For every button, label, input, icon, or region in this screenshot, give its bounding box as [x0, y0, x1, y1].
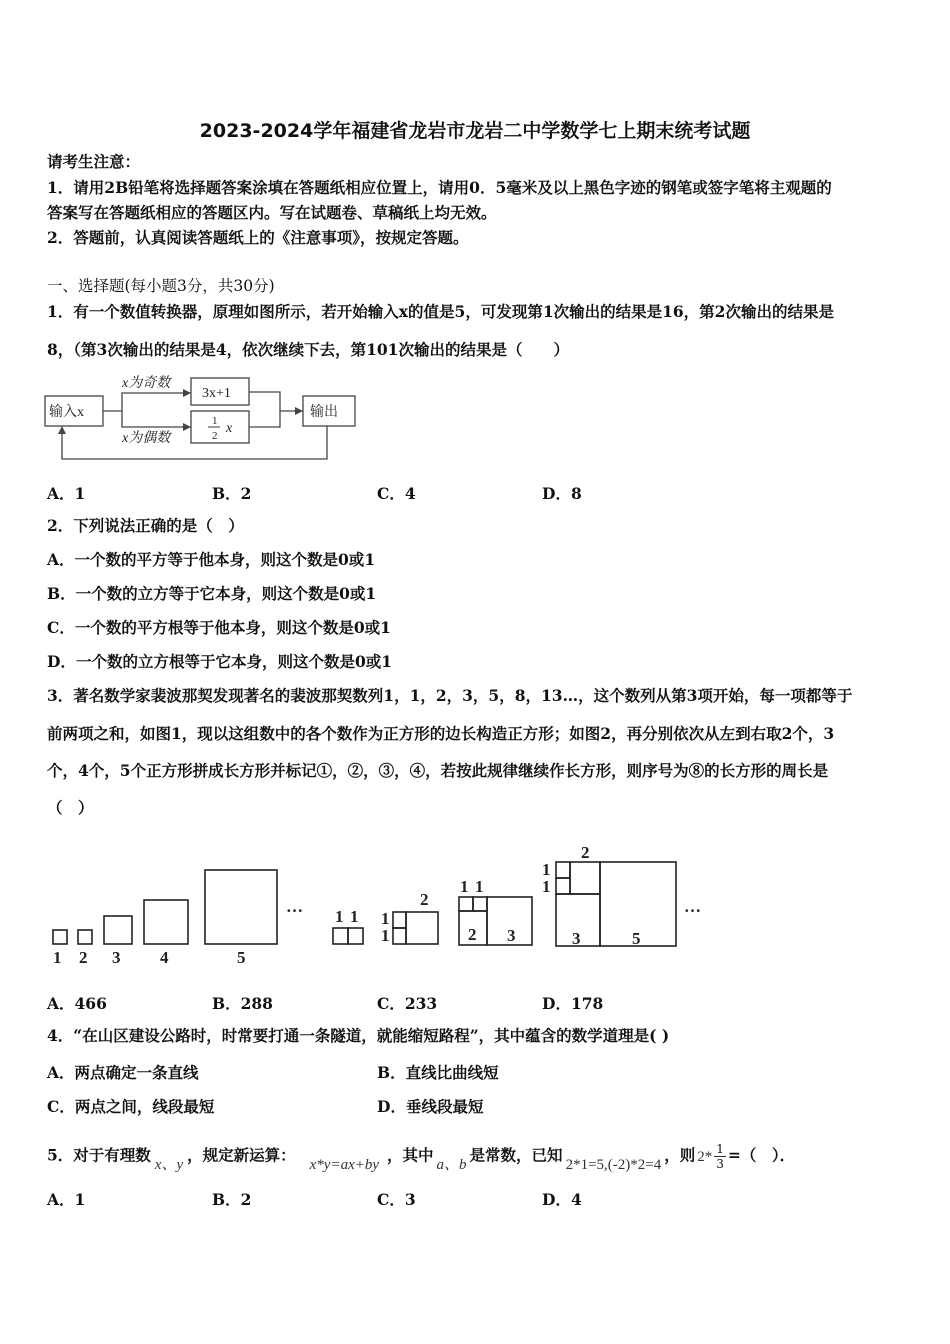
q4-option-b[interactable]: B．直线比曲线短: [377, 1063, 499, 1082]
q5-ask-num: 1: [716, 1142, 724, 1156]
q4-option-a[interactable]: A．两点确定一条直线: [47, 1063, 199, 1082]
fig1-label-4: 4: [160, 948, 169, 967]
q5-part2: ，规定新运算：: [187, 1145, 296, 1165]
notice-line-1a: 1．请用2B铅笔将选择题答案涂填在答题纸相应位置上，请用0．5毫米及以上黑色字迹的钢笔或签字笔将主观题的: [47, 178, 832, 197]
q5-part3: ，其中: [387, 1145, 434, 1165]
svg-text:1: 1: [542, 860, 551, 879]
q2-option-c[interactable]: C．一个数的平方根等于他本身，则这个数是0或1: [47, 618, 391, 637]
notice-heading: 请考生注意：: [47, 152, 141, 171]
svg-text:1: 1: [460, 877, 469, 896]
q5-option-d[interactable]: D．4: [542, 1190, 582, 1209]
fig2-ellipsis: …: [684, 897, 701, 916]
q3-stem-line4: （ ）: [47, 798, 94, 817]
even-box-var: x: [226, 421, 233, 436]
q5-option-b[interactable]: B．2: [212, 1190, 252, 1209]
q5-part1: 5．对于有理数: [47, 1145, 151, 1165]
q1-stem-line2: 8，（第3次输出的结果是4，依次继续下去，第101次输出的结果是（ ）: [47, 340, 569, 359]
svg-text:2: 2: [581, 843, 590, 862]
svg-text:1: 1: [350, 907, 359, 926]
q5-stem: [47, 1142, 795, 1171]
q3-stem-line2: 前两项之和，如图1，现以这组数中的各个数作为正方形的边长构造正方形；如图2，再分别依次从左到右取2个，3: [47, 724, 835, 743]
svg-text:2: 2: [468, 925, 477, 944]
q1-option-b[interactable]: B．2: [212, 484, 252, 503]
q1-option-c[interactable]: C．4: [377, 484, 416, 503]
fig1-label-2: 2: [79, 948, 88, 967]
q3-stem-line1: 3．著名数学家裴波那契发现著名的裴波那契数列1，1，2，3，5，8，13…，这个数列从第3项开始，每一项都等于: [47, 686, 853, 705]
q5-option-a[interactable]: A．1: [47, 1190, 86, 1209]
q5-part5: ，则: [664, 1145, 696, 1165]
q5-rule: x*y=ax+by: [309, 1156, 380, 1173]
even-box-den: 2: [212, 430, 218, 442]
q4-option-c[interactable]: C．两点之间，线段最短: [47, 1097, 215, 1116]
q5-ask-prefix: 2*: [697, 1148, 713, 1165]
q3-option-a[interactable]: A．466: [47, 994, 107, 1013]
q4-option-d[interactable]: D．垂线段最短: [377, 1097, 484, 1116]
svg-text:1: 1: [475, 877, 484, 896]
q2-stem: 2．下列说法正确的是（ ）: [47, 516, 244, 535]
input-label: 输入x: [49, 405, 84, 420]
q1-stem-line1: 1．有一个数值转换器，原理如图所示，若开始输入x的值是5，可发现第1次输出的结果是16，第2次输出的结果是: [47, 302, 834, 321]
q5-part4: 是常数，已知: [469, 1145, 563, 1165]
q5-consts: a、b: [436, 1156, 467, 1173]
q3-fibonacci-figure: [40, 840, 720, 975]
fig1-ellipsis: …: [286, 897, 303, 916]
q5-end: ．: [779, 1145, 796, 1165]
q5-ask-den: 3: [716, 1157, 724, 1171]
q5-ask-suffix: =（ ）: [727, 1145, 780, 1165]
q5-given: 2*1=5,(-2)*2=4: [565, 1156, 662, 1173]
svg-text:2: 2: [420, 890, 429, 909]
page-title: 2023-2024学年福建省龙岩市龙岩二中学数学七上期末统考试题: [199, 120, 751, 142]
svg-text:1: 1: [381, 909, 390, 928]
svg-text:5: 5: [632, 929, 641, 948]
q3-option-b[interactable]: B．288: [212, 994, 273, 1013]
svg-text:1: 1: [335, 907, 344, 926]
q2-option-b[interactable]: B．一个数的立方等于它本身，则这个数是0或1: [47, 584, 377, 603]
q4-stem: 4．“在山区建设公路时，时常要打通一条隧道，就能缩短路程”，其中蕴含的数学道理是( ): [47, 1026, 670, 1045]
q2-option-a[interactable]: A．一个数的平方等于他本身，则这个数是0或1: [47, 550, 376, 569]
q3-option-d[interactable]: D．178: [542, 994, 604, 1013]
section-heading: 一、选择题(每小题3分，共30分): [47, 277, 275, 295]
svg-text:1: 1: [542, 877, 551, 896]
q2-option-d[interactable]: D．一个数的立方根等于它本身，则这个数是0或1: [47, 652, 393, 671]
q5-option-c[interactable]: C．3: [377, 1190, 416, 1209]
odd-box-text: 3x+1: [202, 386, 231, 401]
fig1-label-3: 3: [112, 948, 121, 967]
even-label: x为偶数: [122, 431, 171, 446]
svg-text:3: 3: [507, 926, 516, 945]
svg-text:1: 1: [381, 926, 390, 945]
fig1-label-1: 1: [53, 948, 62, 967]
fig1-label-5: 5: [237, 948, 246, 967]
output-label: 输出: [310, 405, 338, 420]
q1-option-a[interactable]: A．1: [47, 484, 86, 503]
even-box-num: 1: [212, 415, 218, 427]
odd-label: x为奇数: [122, 376, 171, 391]
q1-flow-diagram: [40, 370, 370, 465]
notice-line-2: 2．答题前，认真阅读答题纸上的《注意事项》，按规定答题。: [47, 228, 469, 247]
q1-option-d[interactable]: D．8: [542, 484, 582, 503]
notice-line-1b: 答案写在答题纸相应的答题区内。写在试题卷、草稿纸上均无效。: [47, 203, 497, 222]
svg-text:3: 3: [572, 929, 581, 948]
q5-vars: x、y: [154, 1156, 184, 1173]
q3-stem-line3: 个，4个，5个正方形拼成长方形并标记①，②，③，④，若按此规律继续作长方形，则序号为⑧的长方形的周长是: [47, 761, 829, 780]
q3-option-c[interactable]: C．233: [377, 994, 438, 1013]
